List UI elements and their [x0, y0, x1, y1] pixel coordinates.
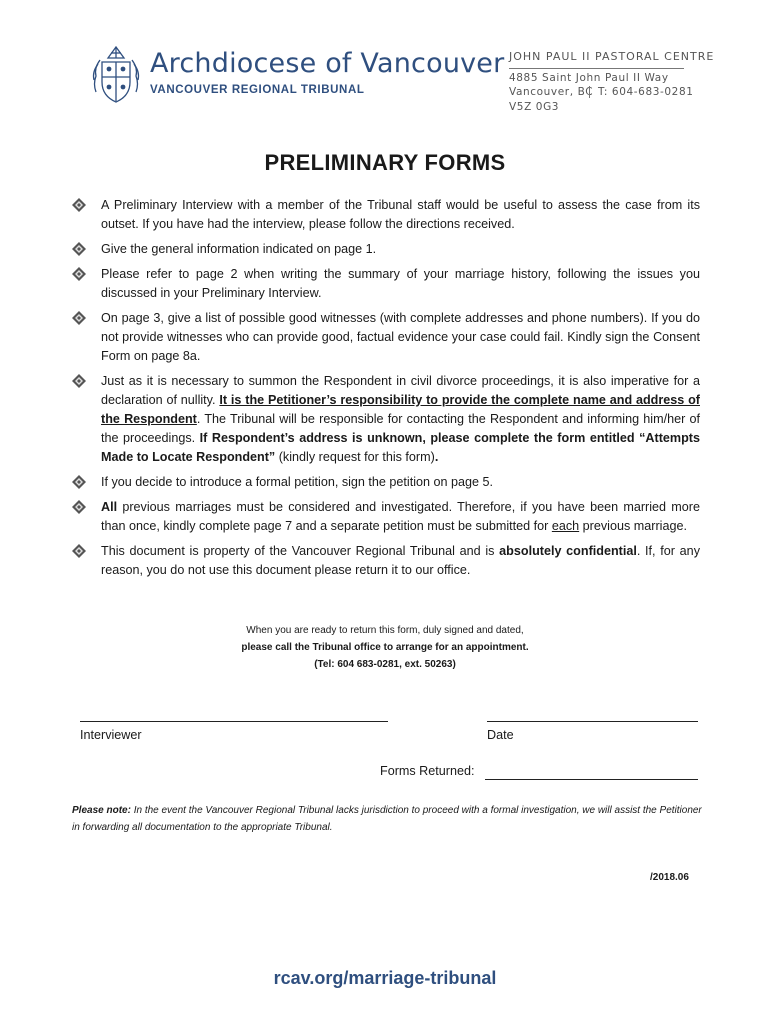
jurisdiction-note [72, 802, 702, 836]
centre-name: JOHN PAUL II PASTORAL CENTRE [509, 50, 684, 69]
return-line-3: (Tel: 604 683-0281, ext. 50263) [314, 659, 456, 670]
forms-returned-line[interactable] [485, 779, 698, 780]
note-label: Please note: [72, 805, 131, 816]
address-city-row [509, 86, 694, 98]
bullet-text: . [434, 450, 439, 464]
return-line-1: When you are ready to return this form, duly signed and dated, [246, 625, 524, 636]
diamond-bullet-icon [72, 198, 86, 212]
confidential-text: absolutely confidential [499, 544, 637, 558]
interviewer-signature-line[interactable] [80, 721, 388, 722]
org-name: Archdiocese of Vancouver [150, 48, 505, 79]
footer-url: rcav.org/marriage-tribunal [273, 968, 497, 988]
bullet-text: previous marriages must be considered and investigated. Therefore, if you have been married more than once, kindly complete page 7 and a separate petition must be submitted for [101, 500, 700, 533]
bullet-text: All [101, 500, 118, 514]
bullet-text: (kindly request for this form) [275, 450, 435, 464]
list-item [70, 542, 700, 580]
diamond-bullet-icon [72, 374, 86, 388]
bullet-text: Please refer to page 2 when writing the summary of your marriage history, following the issues you discussed in your Preliminary Interview. [101, 267, 700, 300]
note-text: In the event the Vancouver Regional Tribunal lacks jurisdiction to proceed with a formal investigation, we will assist the Petitioner in forwarding all documentation to the appropriate Tribunal. [72, 805, 702, 833]
bullet-text: Just as it is necessary to summon the Respondent in civil divorce proceedings, it is also imperative for a declaration of nullity. [101, 374, 700, 407]
diamond-bullet-icon [72, 500, 86, 514]
respondent-responsibility-text: It is the Petitioner’s responsibility to provide the complete name and address of the Respondent [101, 393, 700, 426]
bullet-text: . If, for any reason, you do not use this document please return it to our office. [101, 544, 700, 577]
org-subtitle: VANCOUVER REGIONAL TRIBUNAL [150, 84, 365, 96]
list-item [70, 309, 700, 366]
list-item [70, 372, 700, 467]
diamond-bullet-icon [72, 544, 86, 558]
address-postal: V5Z 0G3 [509, 101, 560, 113]
diamond-bullet-icon [72, 242, 86, 256]
list-item [70, 196, 700, 234]
centre-address-block [509, 50, 715, 113]
diamond-bullet-icon [72, 311, 86, 325]
interviewer-label: Interviewer [80, 728, 142, 742]
unknown-address-text: If Respondent’s address is unknown, please complete the form entitled “Attempts Made to Locate Respondent” [101, 431, 700, 464]
page-title: PRELIMINARY FORMS [264, 150, 506, 175]
diamond-bullet-icon [72, 475, 86, 489]
bullet-text: each [551, 519, 580, 533]
forms-returned-field [380, 764, 474, 778]
date-label: Date [487, 728, 514, 742]
list-item [70, 265, 700, 303]
list-item [70, 473, 700, 492]
return-instructions [0, 622, 770, 673]
bullet-text: This document is property of the Vancouver Regional Tribunal and is [101, 544, 500, 558]
list-item [70, 240, 700, 259]
bullet-text: A Preliminary Interview with a member of the Tribunal staff would be useful to assess the case from its outset. If you have had the interview, please follow the directions received. [101, 198, 700, 231]
version-stamp: /2018.06 [650, 872, 689, 883]
archdiocese-crest-logo [90, 44, 142, 106]
bullet-text: Give the general information indicated on page 1. [101, 242, 377, 256]
bullet-text: previous marriage. [579, 519, 687, 533]
return-line-2: please call the Tribunal office to arrange for an appointment. [241, 642, 529, 653]
list-item [70, 498, 700, 536]
diamond-bullet-icon [72, 267, 86, 281]
phone-number: T: 604-683-0281 [589, 86, 694, 98]
instructions-list [70, 196, 700, 586]
bullet-text: . The Tribunal will be responsible for contacting the Respondent and informing him/her of the proceedings. [101, 412, 700, 445]
forms-returned-label: Forms Returned: [380, 764, 475, 778]
bullet-text: On page 3, give a list of possible good witnesses (with complete addresses and phone numbers). If you do not provide witnesses who can provide good, factual evidence your case could fail. Kindly sign the Consent Form on page 8a. [101, 311, 700, 363]
address-city: Vancouver, BC [509, 86, 594, 98]
date-signature-line[interactable] [487, 721, 698, 722]
bullet-text: If you decide to introduce a formal petition, sign the petition on page 5. [101, 475, 494, 489]
address-street: 4885 Saint John Paul II Way [509, 72, 669, 84]
